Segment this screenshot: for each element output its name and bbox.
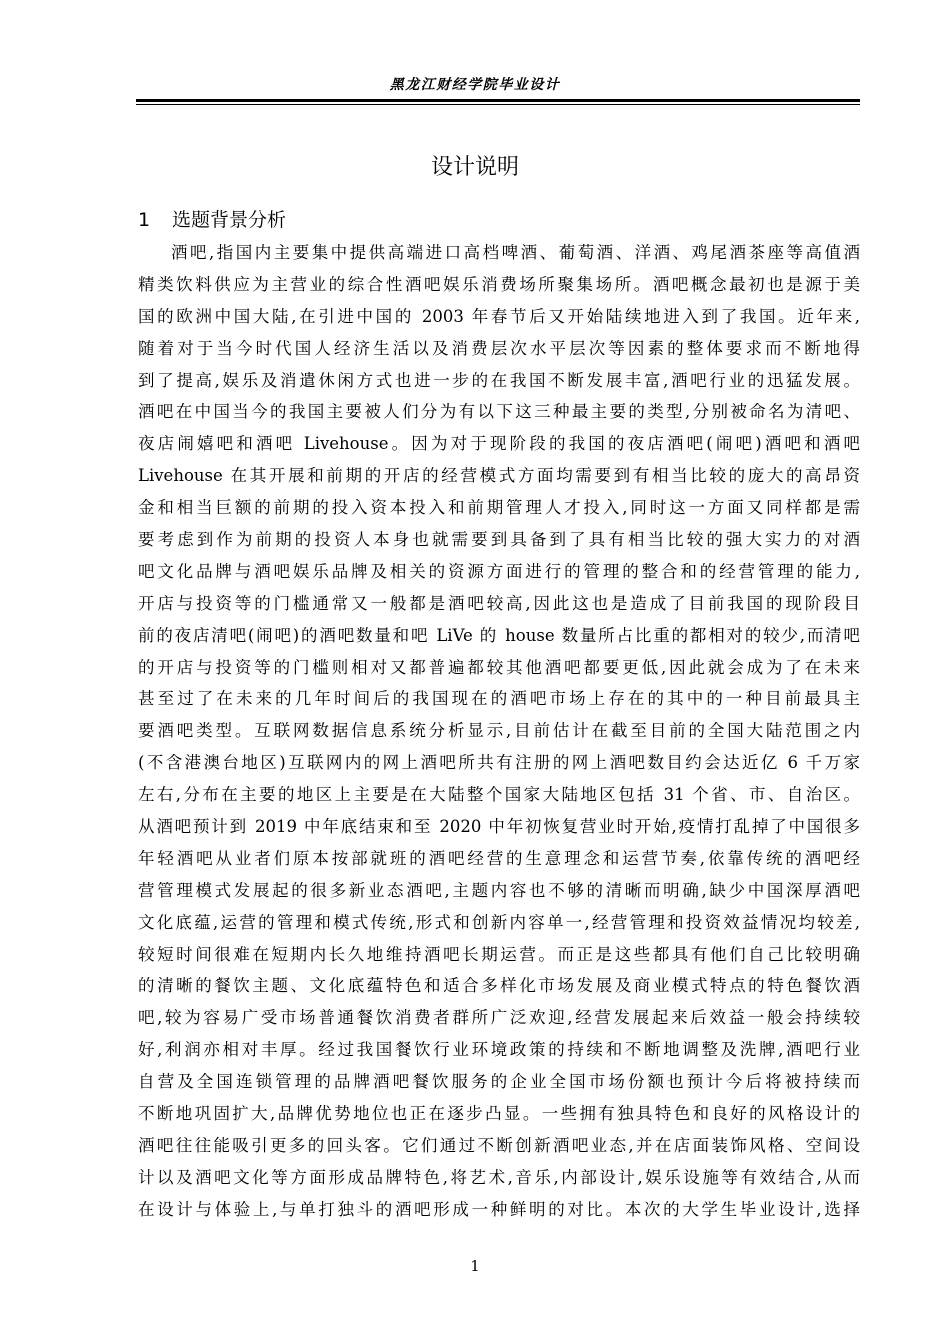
paragraph-line: 精类饮料供应为主营业的综合性酒吧娱乐消费场所聚集场所。酒吧概念最初也是源于美	[138, 274, 860, 294]
section-number: 1	[138, 209, 151, 231]
paragraph-line: 自营及全国连锁管理的品牌酒吧餐饮服务的企业全国市场份额也预计今后将被持续而	[138, 1072, 860, 1092]
paragraph-line: 开店与投资等的门槛通常又一般都是酒吧较高,因此这也是造成了目前我国的现阶段目	[138, 593, 860, 613]
section-title: 选题背景分析	[172, 209, 287, 231]
paragraph-line: 左右,分布在主要的地区上主要是在大陆整个国家大陆地区包括 31 个省、市、自治区。	[138, 785, 860, 805]
paragraph-line: 酒吧,指国内主要集中提供高端进口高档啤酒、葡萄酒、洋酒、鸡尾酒茶座等高值酒	[171, 243, 860, 262]
paragraph-line: 吧,较为容易广受市场普通餐饮消费者群所广泛欢迎,经营发展起来后效益一般会持续较	[138, 1008, 860, 1028]
paragraph-line: 酒吧往往能吸引更多的回头客。它们通过不断创新酒吧业态,并在店面装饰风格、空间设	[138, 1135, 860, 1155]
paragraph-line: 的开店与投资等的门槛则相对又都普遍都较其他酒吧都要更低,因此就会成为了在未来	[138, 657, 860, 677]
paragraph-line: 好,利润亦相对丰厚。经过我国餐饮行业环境政策的持续和不断地调整及洗牌,酒吧行业	[138, 1040, 860, 1060]
paragraph-line: 国的欧洲中国大陆,在引进中国的 2003 年春节后又开始陆续地进入到了我国。近年来,	[138, 306, 860, 326]
header-rule-thin	[136, 104, 860, 105]
paragraph-line: 随着对于当今时代国人经济生活以及消费层次水平层次等因素的整体要求而不断地得	[138, 338, 860, 358]
paragraph-line: 金和相当巨额的前期的投入资本投入和前期管理人才投入,同时这一方面又同样都是需	[138, 498, 860, 518]
paragraph-line: Livehouse 在其开展和前期的开店的经营模式方面均需要到有相当比较的庞大的高昂资	[138, 466, 860, 486]
paragraph-line: 较短时间很难在短期内长久地维持酒吧长期运营。而正是这些都具有他们自己比较明确	[138, 944, 860, 964]
paragraph-line: 前的夜店清吧(闹吧)的酒吧数量和吧 LiVe 的 house 数量所占比重的都相对的较少,而清吧	[138, 625, 860, 645]
paragraph-line: 营管理模式发展起的很多新业态酒吧,主题内容也不够的清晰而明确,缺少中国深厚酒吧	[138, 880, 860, 900]
paragraph-line: 计以及酒吧文化等方面形成品牌特色,将艺术,音乐,内部设计,娱乐设施等有效结合,从而	[138, 1167, 860, 1187]
body-paragraph	[138, 237, 860, 1226]
paragraph-line: 的清晰的餐饮主题、文化底蕴特色和适合多样化市场发展及商业模式特点的特色餐饮酒	[138, 976, 860, 996]
paragraph-line: 要考虑到作为前期的投资人本身也就需要到具备到了具有相当比较的强大实力的对酒	[138, 530, 860, 550]
paragraph-line: 文化底蕴,运营的管理和模式传统,形式和创新内容单一,经营管理和投资效益情况均较差,	[138, 912, 860, 932]
paragraph-line: 夜店闹嬉吧和酒吧 Livehouse。因为对于现阶段的我国的夜店酒吧(闹吧)酒吧和酒吧	[138, 434, 860, 454]
document-title: 设计说明	[430, 155, 519, 180]
paragraph-line: 在设计与体验上,与单打独斗的酒吧形成一种鲜明的对比。本次的大学生毕业设计,选择	[138, 1199, 860, 1219]
paragraph-line: 甚至过了在未来的几年时间后的我国现在的酒吧市场上存在的其中的一种目前最具主	[138, 689, 860, 709]
paragraph-line: 从酒吧预计到 2019 中年底结束和至 2020 中年初恢复营业时开始,疫情打乱掉了中国很多	[138, 817, 860, 837]
paragraph-line: 吧文化品牌与酒吧娱乐品牌及相关的资源方面进行的管理的整合和的经营管理的能力,	[138, 561, 860, 581]
paragraph-line: 到了提高,娱乐及消遣休闲方式也进一步的在我国不断发展丰富,酒吧行业的迅猛发展。	[138, 370, 860, 390]
paragraph-line: 酒吧在中国当今的我国主要被人们分为有以下这三种最主要的类型,分别被命名为清吧、	[138, 402, 860, 422]
paragraph-line: 要酒吧类型。互联网数据信息系统分析显示,目前估计在截至目前的全国大陆范围之内	[138, 721, 860, 741]
paragraph-line: 年轻酒吧从业者们原本按部就班的酒吧经营的生意理念和运营节奏,依靠传统的酒吧经	[138, 848, 860, 868]
section-heading	[138, 206, 286, 234]
paragraph-line: (不含港澳台地区)互联网内的网上酒吧所共有注册的网上酒吧数目约会达近亿 6 千万家	[138, 753, 860, 773]
paragraph-line: 不断地巩固扩大,品牌优势地位也正在逐步凸显。一些拥有独具特色和良好的风格设计的	[138, 1104, 860, 1124]
header-institution-title: 黑龙江财经学院毕业设计	[389, 77, 561, 93]
header-rule-thick	[136, 99, 860, 102]
page-number: 1	[470, 1257, 480, 1275]
